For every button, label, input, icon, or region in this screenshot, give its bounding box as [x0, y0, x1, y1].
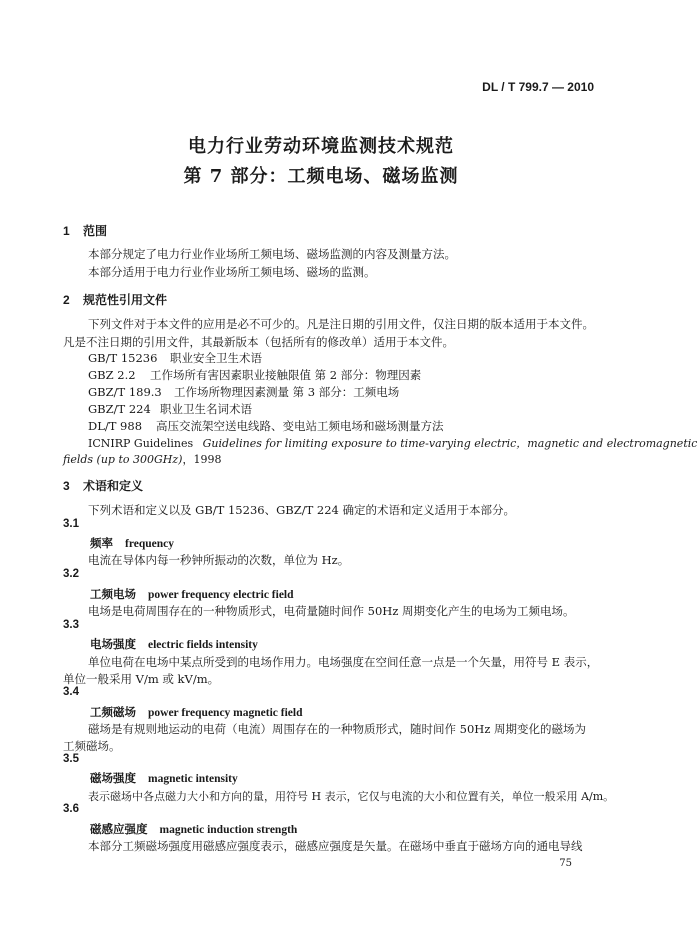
term-definition: 单位电荷在电场中某点所受到的电场作用力。电场强度在空间任意一点是一个矢量，用符号 E 表示，: [88, 655, 599, 669]
term-definition: 表示磁场中各点磁力大小和方向的量，用符号 H 表示，它仅与电流的大小和位置有关，单位一般采用 A/m。: [88, 790, 615, 803]
term-heading: [90, 535, 174, 551]
reference-title: 工作场所物理因素测量 第 3 部分：工频电场: [174, 385, 400, 399]
document-subtitle: 第 7 部分：工频电场、磁场监测: [183, 166, 459, 187]
term-english: electric fields intensity: [148, 639, 258, 651]
term-definition-continued: 工频磁场。: [63, 739, 121, 753]
term-definition: 电场是电荷周围存在的一种物质形式，电荷量随时间作 50Hz 周期变化产生的电场为工频电场。: [88, 604, 575, 618]
section-title: 范围: [83, 224, 108, 238]
section-number: 3: [63, 479, 70, 493]
reference-item-continued: [63, 451, 221, 467]
term-chinese: 频率: [90, 536, 113, 550]
term-number: 3.1: [63, 518, 79, 530]
term-english: power frequency magnetic field: [148, 707, 303, 719]
section-number: 1: [63, 224, 70, 238]
paragraph: 凡是不注日期的引用文件，其最新版本（包括所有的修改单）适用于本文件。: [63, 335, 454, 349]
reference-item: [88, 401, 252, 417]
reference-title: fields (up to 300GHz): [63, 453, 183, 466]
reference-title: 高压交流架空送电线路、变电站工频电场和磁场测量方法: [156, 419, 444, 433]
section-heading-scope: [63, 222, 107, 239]
term-heading: [90, 636, 258, 652]
term-english: magnetic induction strength: [159, 824, 298, 836]
section-heading-terms-and-definitions: [63, 477, 143, 494]
section-number: 2: [63, 293, 70, 307]
term-heading: [90, 704, 302, 720]
term-definition-continued: 单位一般采用 V/m 或 kV/m。: [63, 672, 220, 686]
term-heading: [90, 770, 238, 786]
term-definition: 本部分工频磁场强度用磁感应强度表示，磁感应强度是矢量。在磁场中垂直于磁场方向的通电导线: [88, 839, 583, 853]
reference-title: 职业安全卫生术语: [170, 351, 262, 365]
page-number: 75: [559, 858, 572, 869]
reference-year: ，1998: [182, 453, 222, 466]
reference-item: [88, 384, 399, 400]
term-english: magnetic intensity: [148, 773, 238, 785]
reference-item: [88, 367, 421, 383]
reference-code: GB/T 15236: [88, 351, 158, 365]
reference-item: [88, 418, 444, 434]
term-english: power frequency electric field: [148, 589, 294, 601]
paragraph: 本部分规定了电力行业作业场所工频电场、磁场监测的内容及测量方法。: [88, 247, 456, 261]
section-title: 术语和定义: [83, 479, 144, 493]
term-definition: 电流在导体内每一秒钟所振动的次数，单位为 Hz。: [88, 553, 350, 567]
term-heading: [90, 586, 294, 602]
term-definition: 磁场是有规则地运动的电荷（电流）周围存在的一种物质形式，随时间作 50Hz 周期变化的磁场为: [88, 722, 587, 736]
paragraph: 下列文件对于本文件的应用是必不可少的。凡是注日期的引用文件，仅注日期的版本适用于本文件。: [88, 317, 594, 331]
term-number: 3.4: [63, 686, 79, 698]
term-chinese: 磁场强度: [90, 771, 136, 785]
term-chinese: 电场强度: [90, 637, 136, 651]
reference-title: Guidelines for limiting exposure to time-varying electric，magnetic and electromagnetic: [202, 437, 697, 450]
document-title: 电力行业劳动环境监测技术规范: [188, 136, 454, 157]
term-number: 3.5: [63, 753, 79, 765]
section-title: 规范性引用文件: [83, 293, 168, 307]
term-heading: [90, 821, 297, 837]
term-english: frequency: [125, 538, 174, 550]
reference-title: 职业卫生名词术语: [160, 402, 252, 416]
standard-number: DL / T 799.7 — 2010: [482, 80, 594, 94]
reference-code: GBZ/T 189.3: [88, 385, 162, 399]
paragraph: 本部分适用于电力行业作业场所工频电场、磁场的监测。: [88, 265, 376, 279]
term-number: 3.3: [63, 619, 79, 631]
reference-code: GBZ 2.2: [88, 368, 136, 382]
reference-code: GBZ/T 224: [88, 402, 151, 416]
reference-title: 工作场所有害因素职业接触限值 第 2 部分：物理因素: [150, 368, 422, 382]
term-number: 3.6: [63, 803, 79, 815]
paragraph: 下列术语和定义以及 GB/T 15236、GBZ/T 224 确定的术语和定义适用于本部分。: [88, 503, 516, 517]
term-chinese: 磁感应强度: [90, 822, 148, 836]
reference-item: [88, 435, 697, 451]
reference-code: ICNIRP Guidelines: [88, 437, 194, 450]
section-heading-normative-references: [63, 291, 167, 308]
reference-item: [88, 350, 262, 366]
term-chinese: 工频电场: [90, 587, 136, 601]
term-number: 3.2: [63, 568, 79, 580]
term-chinese: 工频磁场: [90, 705, 136, 719]
reference-code: DL/T 988: [88, 419, 143, 433]
